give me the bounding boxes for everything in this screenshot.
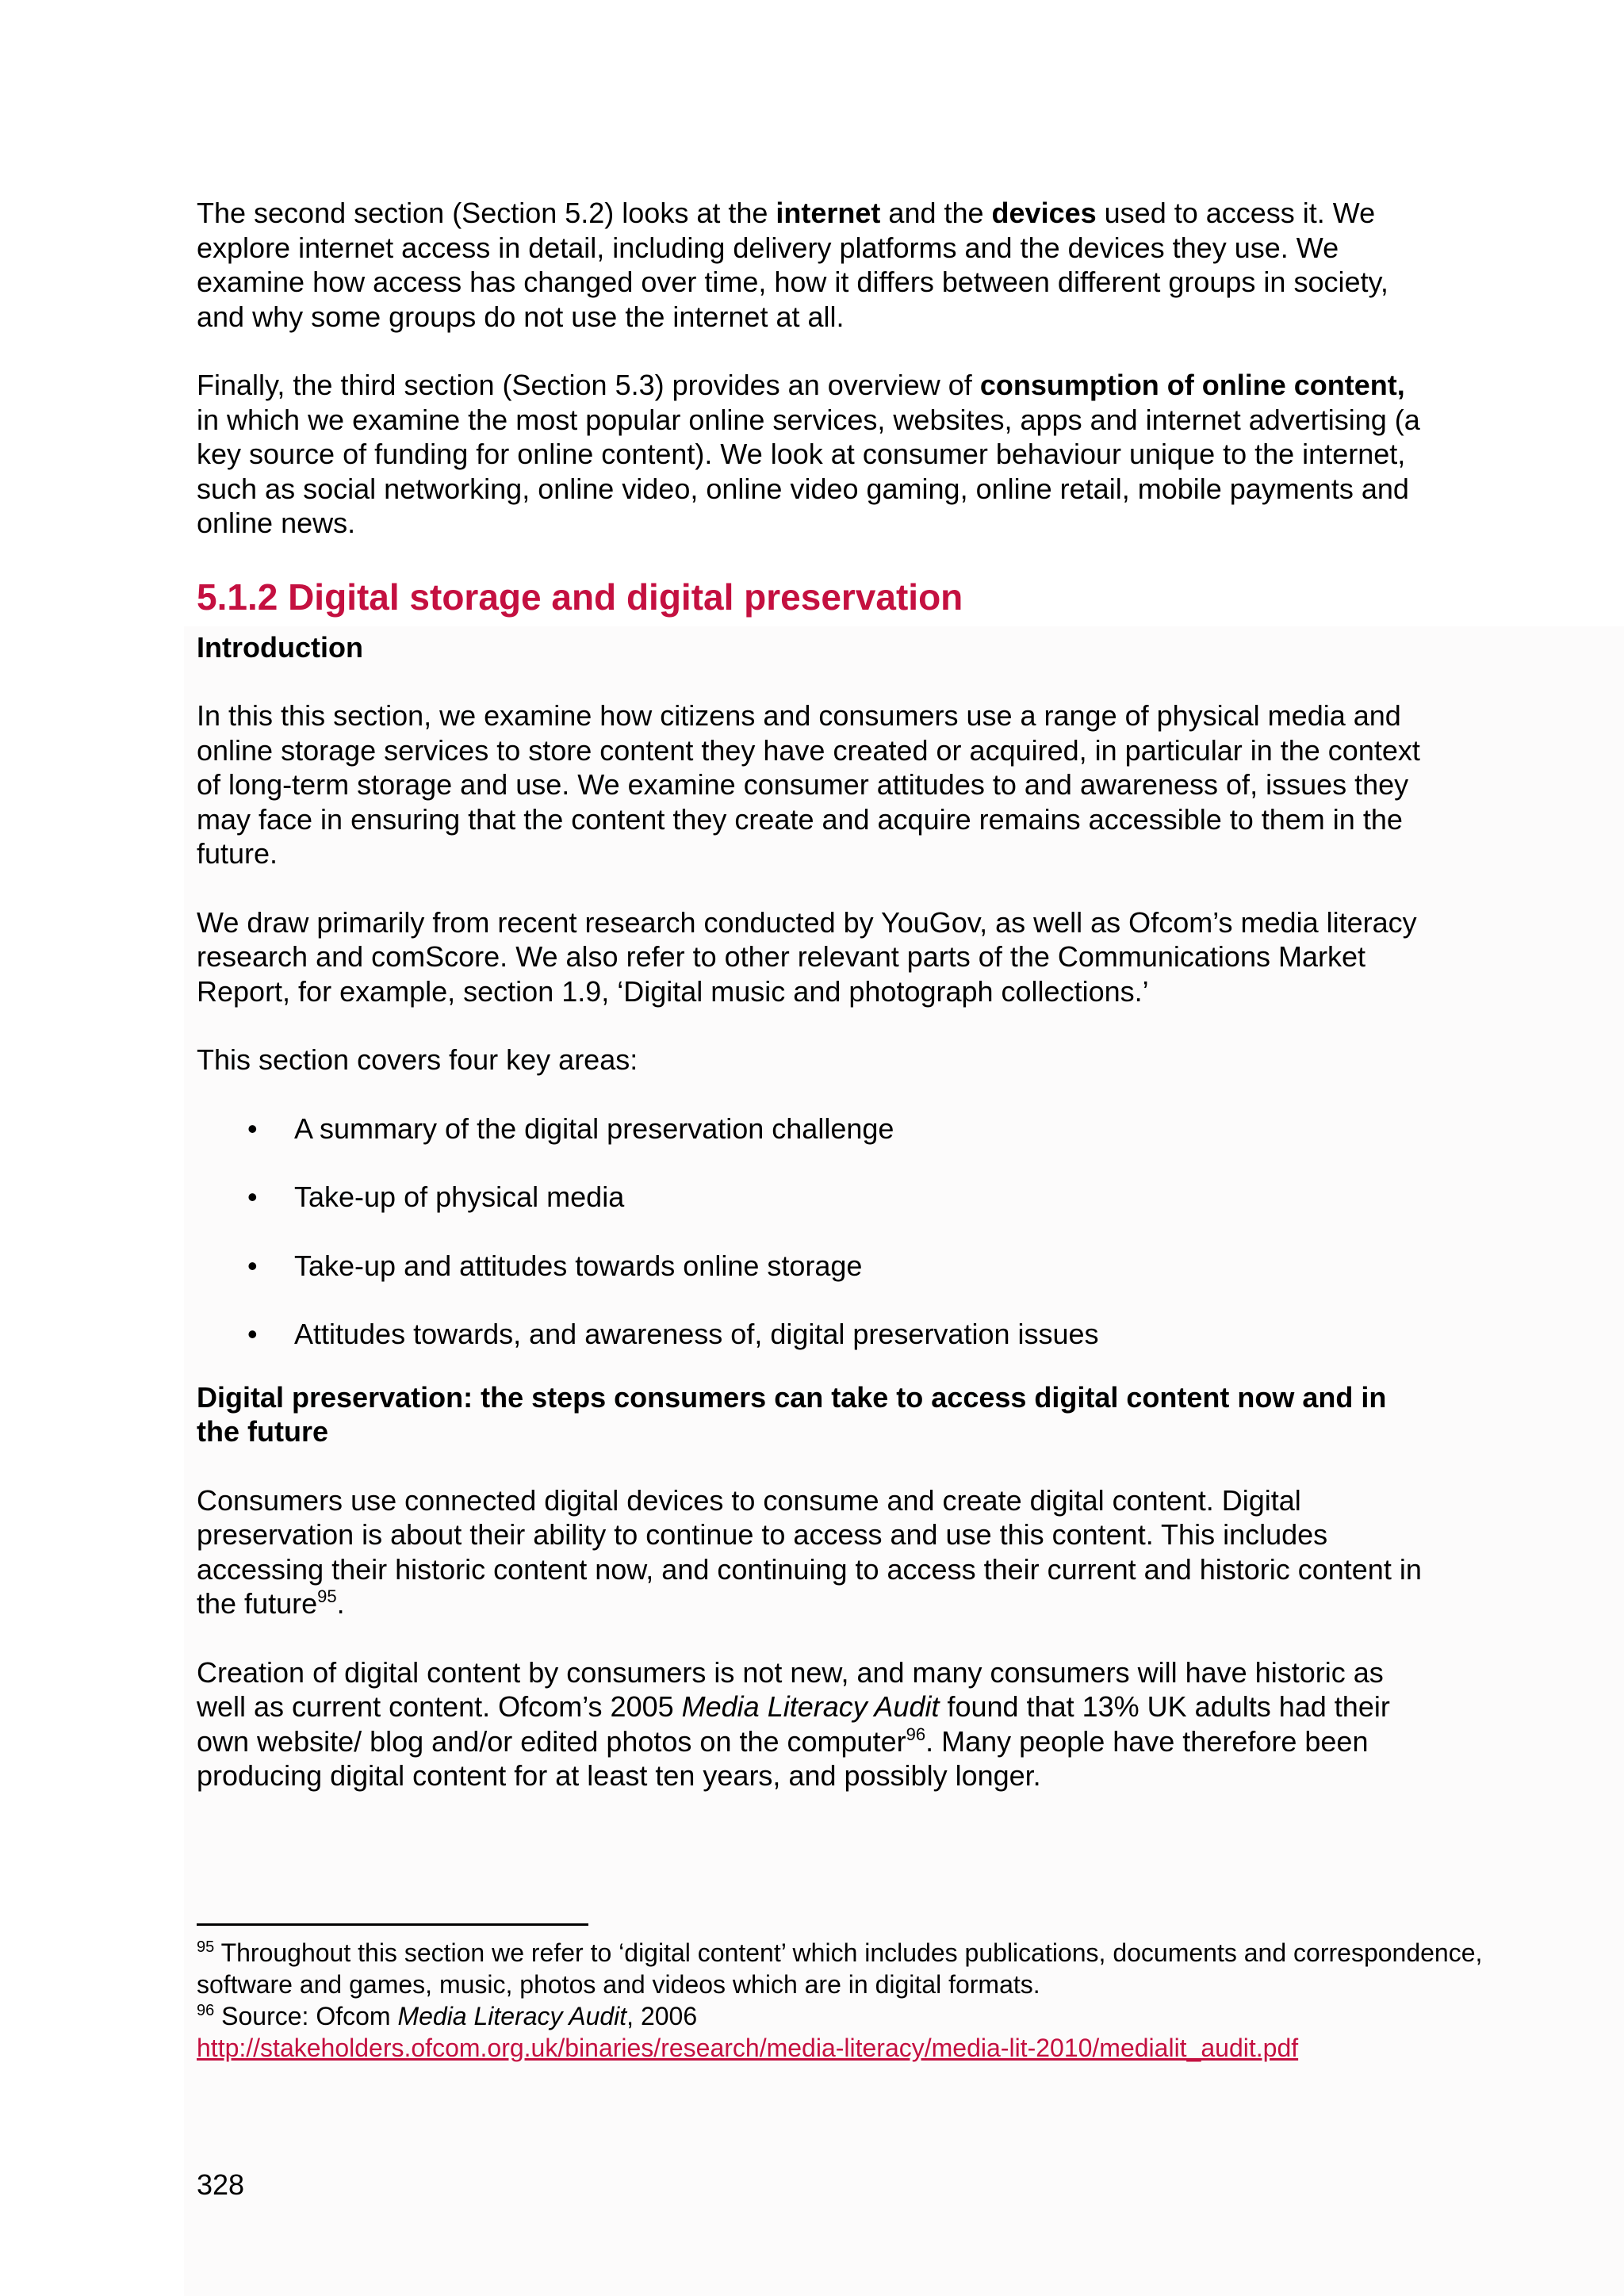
- sources-paragraph: We draw primarily from recent research conducted by YouGov, as well as Ofcom’s media literacy research and comScore. We also refer to other relevant parts of the Communications Market Report, for example, section 1.9, ‘Digital music and photograph collections.’: [197, 905, 1417, 1008]
- footnotes: [197, 1923, 1505, 2064]
- preservation-heading: Digital preservation: the steps consumers can take to access digital content now and in the future: [197, 1380, 1387, 1448]
- footnote-95: $^{95}$ Throughout this section we refer to ‘digital content’ which includes publications, documents and correspondence, software and games, music, photos and videos which are in digital formats.: [197, 1938, 1483, 1999]
- emphasis-devices: devices: [991, 197, 1097, 229]
- source-link[interactable]: http://stakeholders.ofcom.org.uk/binaries/research/media-literacy/media-lit-2010/medialit_audit.pdf: [197, 2034, 1299, 2062]
- bullet-icon: •: [247, 1318, 258, 1350]
- key-areas-list: [197, 1112, 1434, 1352]
- list-item: • Take-up and attitudes towards online storage: [247, 1249, 863, 1282]
- list-item: • A summary of the digital preservation challenge: [247, 1112, 894, 1145]
- footnote-ref-95[interactable]: 95: [317, 1586, 337, 1606]
- bullet-icon: •: [247, 1181, 258, 1213]
- footnote-96-link-line: [197, 2032, 1505, 2064]
- intro-paragraph-consumption: Finally, the third section (Section 5.3) provides an overview of consumption of online content, in which we examine the most popular online services, websites, apps and internet advertising (a key source of funding for online content). We look at consumer behaviour unique to the internet, such as social networking, online video, online video gaming, online retail, mobile payments and online news.: [197, 369, 1420, 539]
- emphasis-internet: internet: [776, 197, 881, 229]
- creation-paragraph: Creation of digital content by consumers is not new, and many consumers will have historic as well as current content. Ofcom’s 2005 Media Literacy Audit found that 13% UK adults had their own website/ blog and/or edited photos on the computer$^{96}$. Many people have therefore been producing digital content for at least ten years, and possibly longer.: [197, 1655, 1390, 1792]
- list-item: • Take-up of physical media: [247, 1181, 625, 1213]
- emphasis-consumption: consumption of online content,: [979, 369, 1405, 401]
- bullet-icon: •: [247, 1249, 258, 1282]
- preservation-paragraph: Consumers use connected digital devices to consume and create digital content. Digital preservation is about their ability to continue to access and use this content. This includes accessing their historic content now, and continuing to access their current and historic content in the future$^{95}$.: [197, 1483, 1422, 1620]
- footnote-96: $^{96}$ Source: Ofcom Media Literacy Audit, 2006: [197, 2002, 698, 2030]
- introduction-paragraph: In this this section, we examine how citizens and consumers use a range of physical media and online storage services to store content they have created or acquired, in particular in the context of long-term storage and use. We examine consumer attitudes to and awareness of, issues they may face in ensuring that the content they create and acquire remains accessible to them in the future.: [197, 699, 1420, 870]
- footnote-number: 95: [197, 1938, 215, 1956]
- list-item: • Attitudes towards, and awareness of, digital preservation issues: [247, 1318, 1099, 1350]
- introduction-heading: Introduction: [197, 630, 363, 664]
- footnote-ref-96[interactable]: 96: [906, 1724, 926, 1744]
- publication-title: Media Literacy Audit: [681, 1690, 940, 1723]
- bullet-icon: •: [247, 1112, 258, 1145]
- footnote-publication-title: Media Literacy Audit: [397, 2002, 627, 2030]
- key-areas-lead: This section covers four key areas:: [197, 1043, 638, 1076]
- page-content: [197, 196, 1434, 1793]
- footnote-divider: [197, 1923, 588, 1926]
- footnote-number: 96: [197, 2002, 215, 2019]
- section-heading: 5.1.2 Digital storage and digital preservation: [197, 576, 963, 618]
- intro-paragraph-internet: The second section (Section 5.2) looks at the internet and the devices used to access it. We explore internet access in detail, including delivery platforms and the devices they use. We examine how access has changed over time, how it differs between different groups in society, and why some groups do not use the internet at all.: [197, 197, 1388, 333]
- page-number: 328: [197, 2168, 245, 2201]
